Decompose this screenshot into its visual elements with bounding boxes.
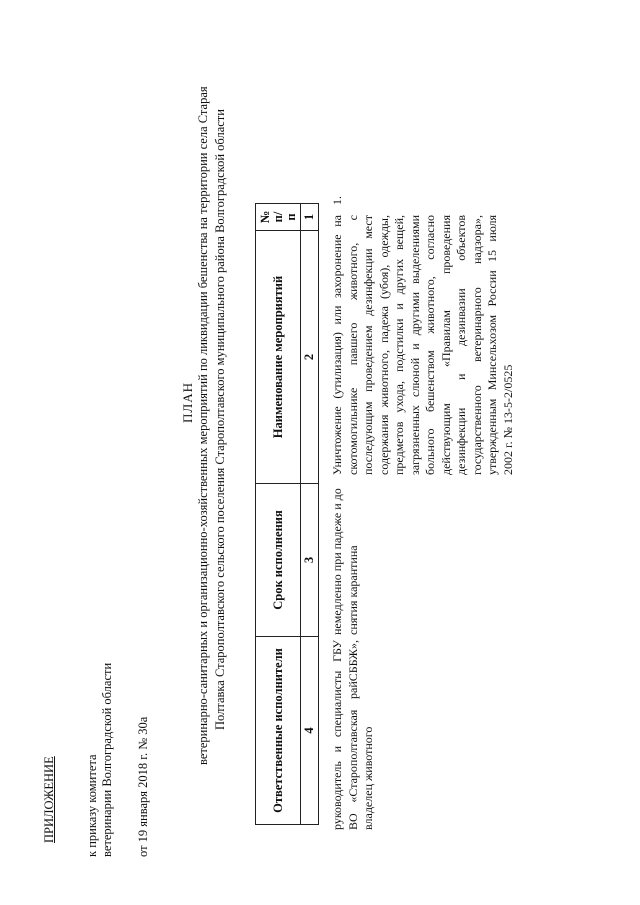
header-responsible: Ответственные исполнители [256, 637, 301, 825]
row1-term: немедленно при падеже и до снятия карантина [330, 488, 360, 635]
table-header-row [256, 204, 301, 825]
order-reference-line1: к приказу комитета [85, 754, 99, 857]
row1-number: 1. [330, 196, 344, 205]
col-number-2: 2 [301, 231, 319, 484]
col-number-3: 3 [301, 484, 319, 637]
col-number-1: 1 [301, 204, 319, 231]
appendix-heading: ПРИЛОЖЕНИЕ [42, 756, 56, 843]
header-name: Наименование мероприятий [256, 231, 301, 484]
plan-subtitle-line1: ветеринарно-санитарных и организационно-хозяйственных мероприятий по ликвидации бешенства на территории села Старая [196, 86, 210, 765]
header-term: Срок исполнения [256, 484, 301, 637]
col-number-4: 4 [301, 637, 319, 825]
row1-name: Уничтожение (утилизация) или захоронение на скотомогильнике павшего животного, с последующим проведением дезинфекции мест содержания животного, падежа (убоя), одежды, предметов ухода, подстилки и других вещей, загрязненных слюной и другими выделениями больного бешенством животного, согласно действующим «Правилам проведения дезинфекции и дезинвазии объектов государственного ветеринарного надзора», утвержденным Минсельхозом России 15 июля 2002 г. № 13-5-2/0525 [330, 215, 515, 475]
header-number: № п/п [256, 204, 301, 231]
plan-subtitle-line2: Полтавка Старополтавского сельского поселения Старополтавского муниципального района Волгоградской области [213, 109, 227, 730]
row1-responsible: руководитель и специалисты ГБУ ВО «Старополтавская райСББЖ», владелец животного [330, 640, 375, 830]
plan-table [255, 203, 319, 825]
plan-title: ПЛАН [180, 382, 195, 423]
order-reference-line2: ветеринарии Волгоградской области [100, 662, 114, 857]
order-date: от 19 января 2018 г. № 30а [136, 716, 150, 857]
table-column-numbers-row [301, 204, 319, 825]
